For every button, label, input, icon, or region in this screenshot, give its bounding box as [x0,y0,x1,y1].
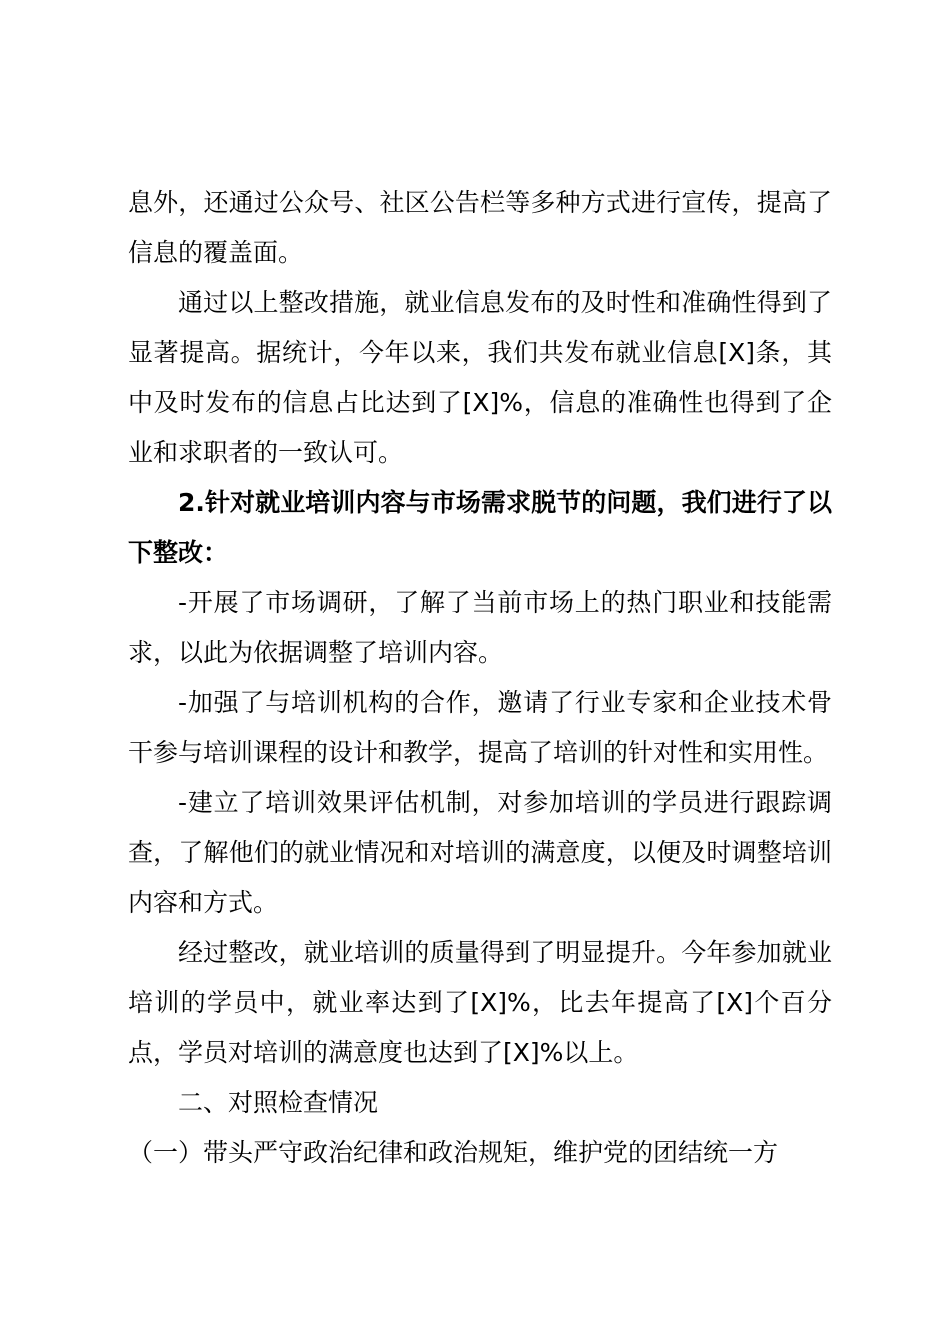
subsection-heading-discipline: （一）带头严守政治纪律和政治规矩，维护党的团结统一方 [128,1138,779,1167]
list-item-market-research: -开展了市场调研，了解了当前市场上的热门职业和技能需求，以此为依据调整了培训内容。 [128,588,832,667]
paragraph-continuation: 息外，还通过公众号、社区公告栏等多种方式进行宣传，提高了信息的覆盖面。 [128,188,832,267]
section-heading-inspection: 二、对照检查情况 [178,1088,379,1117]
section-heading-training: 2.针对就业培训内容与市场需求脱节的问题，我们进行了以下整改： [128,488,832,567]
list-item-cooperation: -加强了与培训机构的合作，邀请了行业专家和企业技术骨干参与培训课程的设计和教学，提高了培训的针对性和实用性。 [128,688,832,767]
document-page [128,178,832,1178]
paragraph-results-training: 经过整改，就业培训的质量得到了明显提升。今年参加就业培训的学员中，就业率达到了[X]%，比去年提高了[X]个百分点，学员对培训的满意度也达到了[X]%以上。 [128,938,832,1067]
list-item-evaluation: -建立了培训效果评估机制，对参加培训的学员进行跟踪调查，了解他们的就业情况和对培训的满意度，以便及时调整培训内容和方式。 [128,788,832,917]
paragraph-results-info: 通过以上整改措施，就业信息发布的及时性和准确性得到了显著提高。据统计，今年以来，我们共发布就业信息[X]条，其中及时发布的信息占比达到了[X]%，信息的准确性也得到了企业和求职者的一致认可。 [128,288,832,467]
